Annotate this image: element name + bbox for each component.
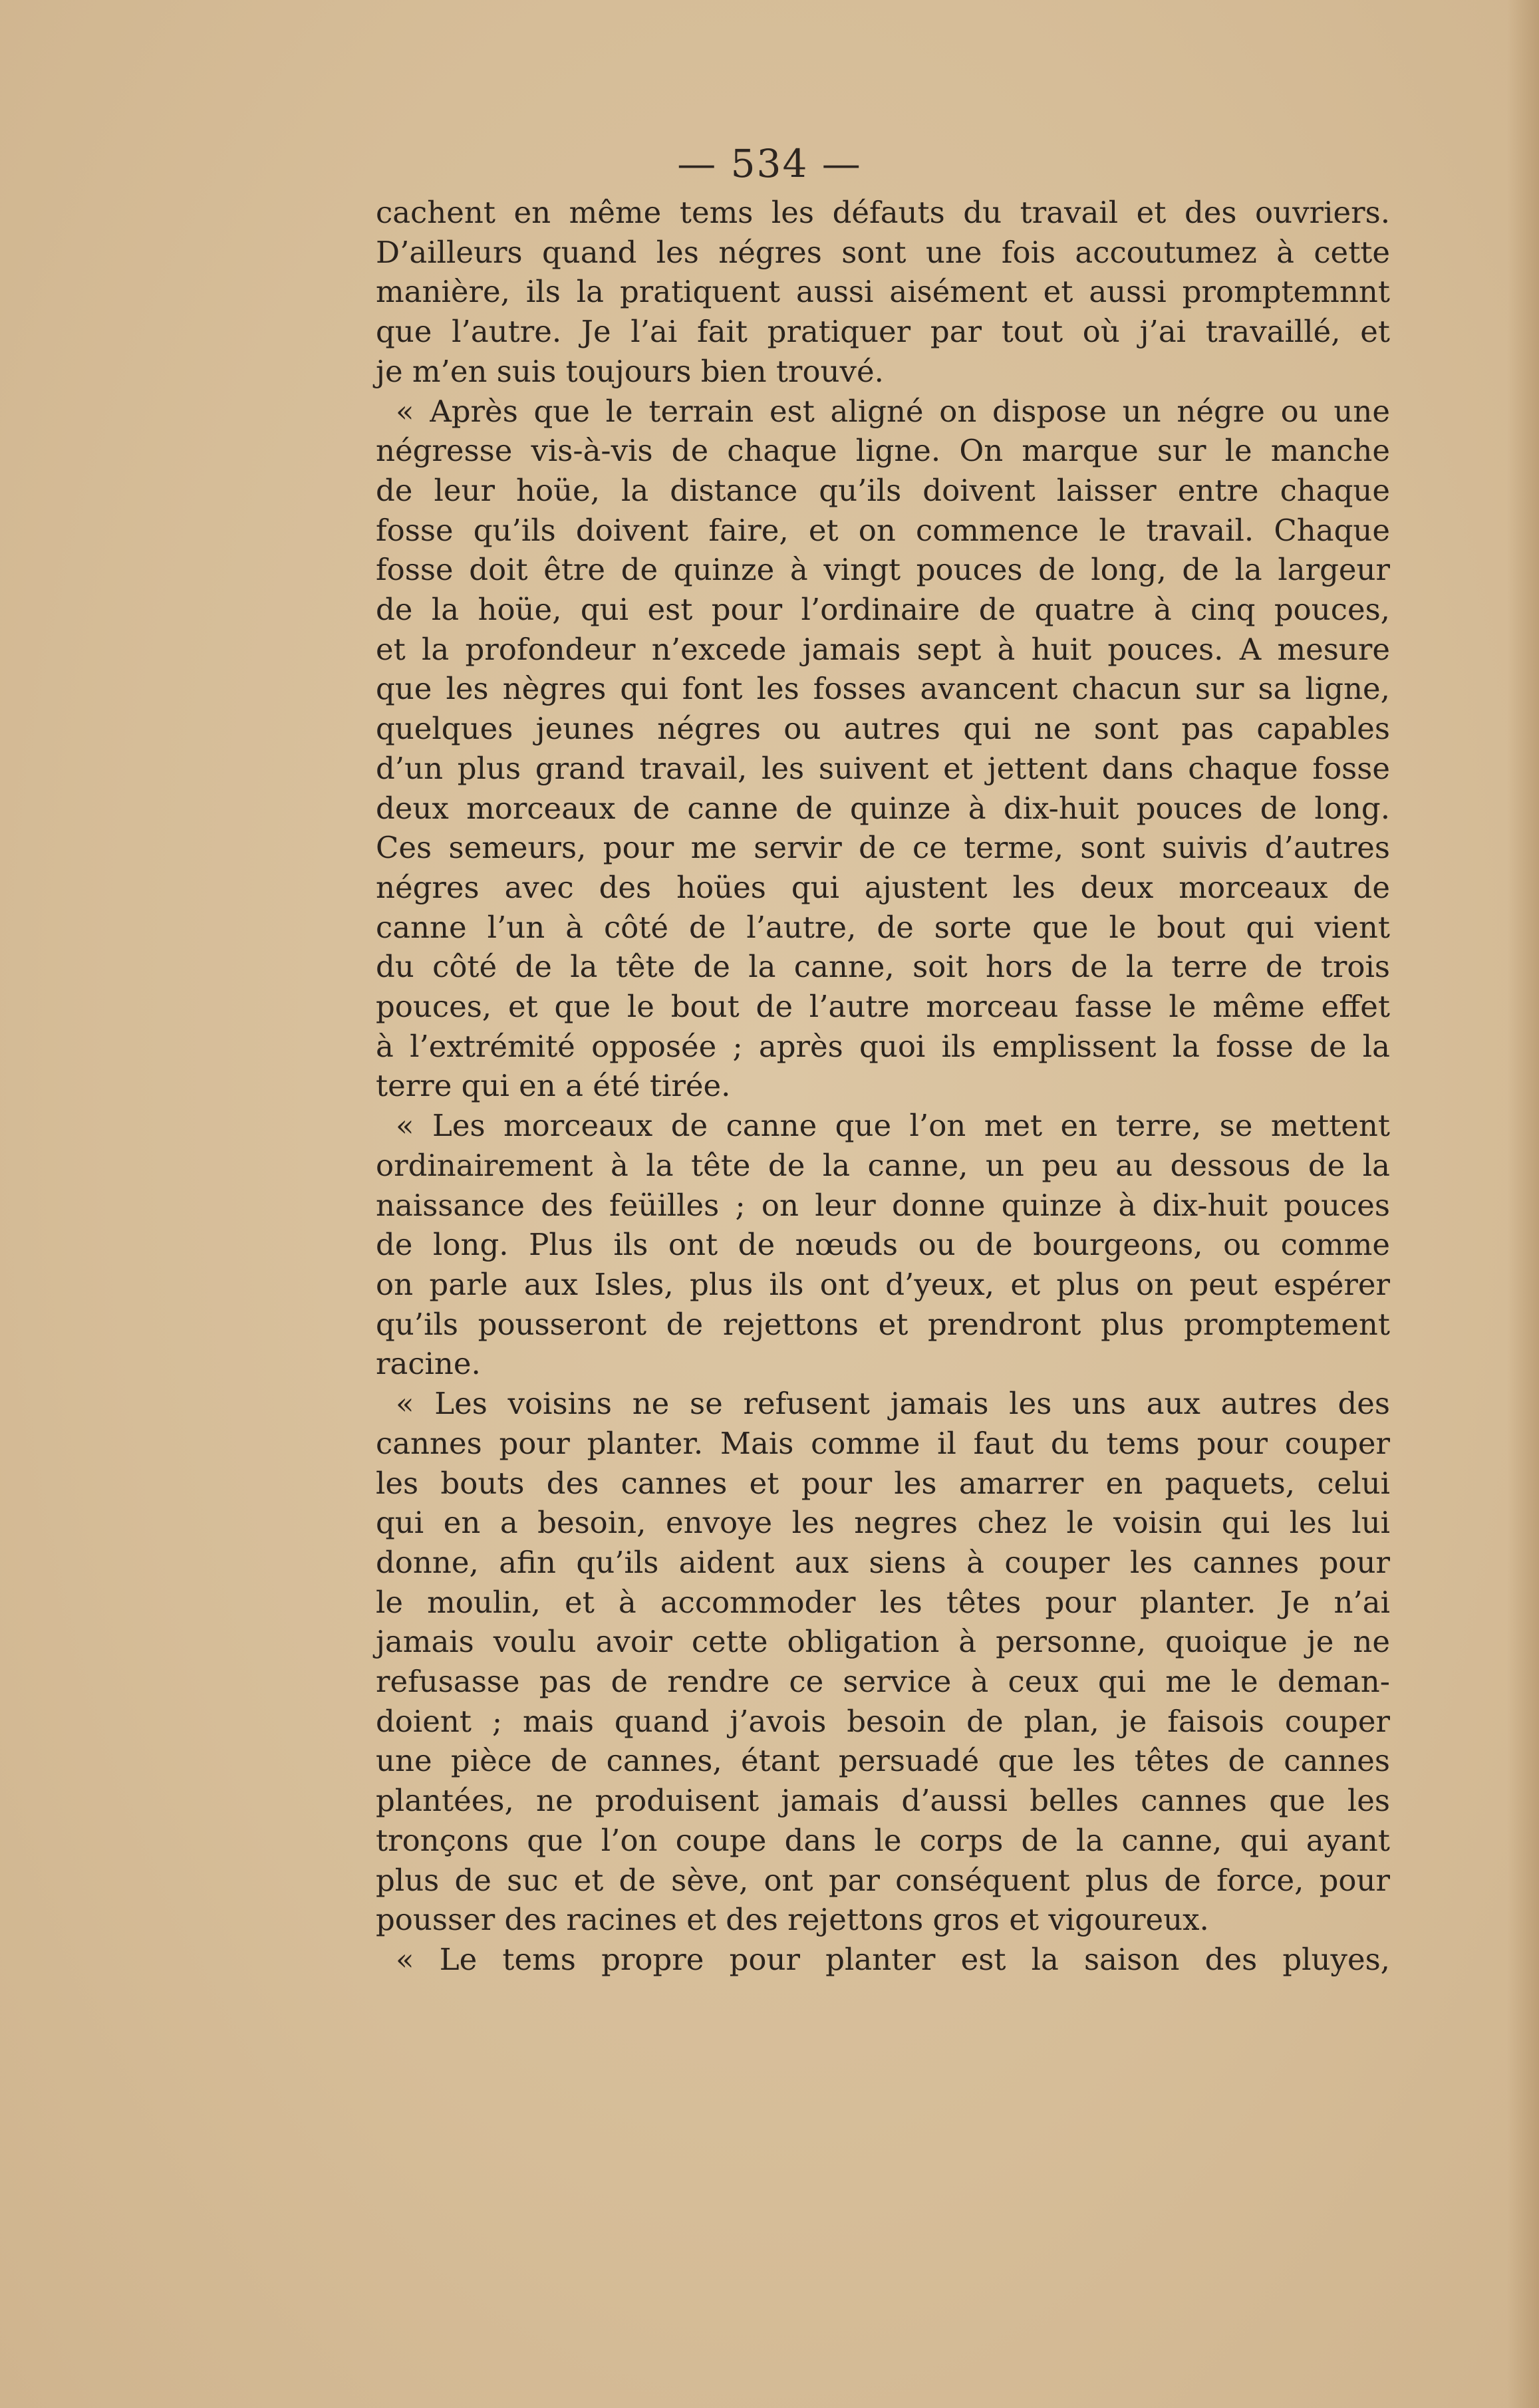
text-line: tronçons que l’on coupe dans le corps de la canne, qui ayant: [376, 1822, 1390, 1858]
text-line: fosse qu’ils doivent faire, et on commence le travail. Chaque: [376, 512, 1390, 548]
page-number: — 534 —: [677, 141, 862, 186]
text-line: naissance des feüilles ; on leur donne quinze à dix-huit pouces: [376, 1187, 1390, 1223]
text-line: je m’en suis toujours bien trouvé.: [376, 353, 884, 389]
text-line: à l’extrémité opposée ; après quoi ils emplissent la fosse de la: [376, 1028, 1390, 1064]
text-line: une pièce de cannes, étant persuadé que les têtes de cannes: [376, 1743, 1390, 1779]
text-line: ordinairement à la tête de la canne, un peu au dessous de la: [376, 1147, 1390, 1183]
text-line: cachent en même tems les défauts du travail et des ouvriers.: [376, 195, 1390, 230]
text-line: jamais voulu avoir cette obligation à personne, quoique je ne: [376, 1624, 1390, 1660]
text-line: plantées, ne produisent jamais d’aussi belles cannes que les: [376, 1783, 1390, 1819]
text-line: de la hoüe, qui est pour l’ordinaire de quatre à cinq pouces,: [376, 592, 1390, 628]
text-line: Ces semeurs, pour me servir de ce terme, sont suivis d’autres: [376, 830, 1390, 866]
text-line: de long. Plus ils ont de nœuds ou de bourgeons, ou comme: [376, 1227, 1390, 1263]
text-line: le moulin, et à accommoder les têtes pour planter. Je n’ai: [376, 1584, 1390, 1620]
text-line: racine.: [376, 1346, 481, 1382]
text-line: manière, ils la pratiquent aussi aisément et aussi promptemnnt: [376, 274, 1390, 310]
text-line: fosse doit être de quinze à vingt pouces de long, de la largeur: [376, 552, 1390, 588]
text-line: négresse vis-à-vis de chaque ligne. On marque sur le manche: [376, 433, 1390, 469]
text-line: donne, afin qu’ils aident aux siens à couper les cannes pour: [376, 1544, 1390, 1580]
text-line: D’ailleurs quand les négres sont une fois accoutumez à cette: [376, 234, 1390, 270]
text-line: cannes pour planter. Mais comme il faut du tems pour couper: [376, 1425, 1390, 1461]
text-line: « Les morceaux de canne que l’on met en terre, se mettent: [396, 1108, 1390, 1144]
body-text: [376, 193, 1390, 1980]
text-line: pousser des racines et des rejettons gros et vigoureux.: [376, 1902, 1209, 1938]
text-line: refusasse pas de rendre ce service à ceux qui me le deman-: [376, 1664, 1390, 1700]
text-line: doient ; mais quand j’avois besoin de plan, je faisois couper: [376, 1703, 1390, 1739]
text-line: d’un plus grand travail, les suivent et jettent dans chaque fosse: [376, 750, 1390, 786]
text-line: pouces, et que le bout de l’autre morceau fasse le même effet: [376, 989, 1390, 1025]
text-line: on parle aux Isles, plus ils ont d’yeux, et plus on peut espérer: [376, 1266, 1390, 1302]
text-line: et la profondeur n’excede jamais sept à huit pouces. A mesure: [376, 631, 1390, 667]
text-line: « Après que le terrain est aligné on dispose un négre ou une: [396, 393, 1390, 429]
text-line: de leur hoüe, la distance qu’ils doivent laisser entre chaque: [376, 472, 1390, 508]
text-line: qu’ils pousseront de rejettons et prendront plus promptement: [376, 1306, 1390, 1342]
text-line: les bouts des cannes et pour les amarrer en paquets, celui: [376, 1465, 1390, 1501]
text-line: « Le tems propre pour planter est la saison des pluyes,: [396, 1941, 1390, 1977]
text-line: que l’autre. Je l’ai fait pratiquer par tout où j’ai travaillé, et: [376, 314, 1390, 350]
text-line: terre qui en a été tirée.: [376, 1068, 731, 1104]
text-line: négres avec des hoües qui ajustent les deux morceaux de: [376, 869, 1390, 905]
page-edge-shadow: [1507, 0, 1539, 2408]
text-line: deux morceaux de canne de quinze à dix-huit pouces de long.: [376, 790, 1390, 826]
text-line: plus de suc et de sève, ont par conséquent plus de force, pour: [376, 1862, 1390, 1898]
text-line: quelques jeunes négres ou autres qui ne sont pas capables: [376, 711, 1390, 747]
text-line: qui en a besoin, envoye les negres chez le voisin qui les lui: [376, 1505, 1390, 1541]
text-line: que les nègres qui font les fosses avancent chacun sur sa ligne,: [376, 671, 1390, 707]
text-line: du côté de la tête de la canne, soit hors de la terre de trois: [376, 949, 1390, 985]
text-line: « Les voisins ne se refusent jamais les uns aux autres des: [396, 1386, 1390, 1422]
text-line: canne l’un à côté de l’autre, de sorte que le bout qui vient: [376, 909, 1390, 945]
